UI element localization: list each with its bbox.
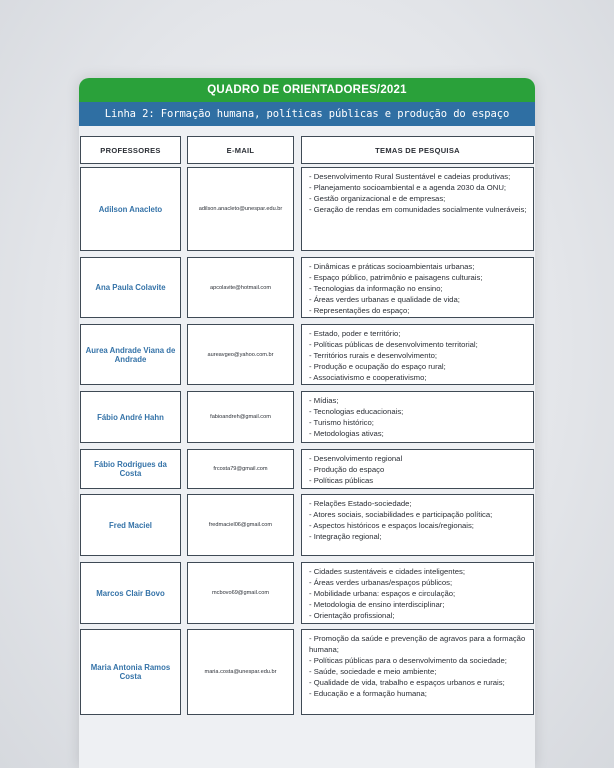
- topic-item: - Áreas verdes urbanas e qualidade de vida;: [309, 295, 460, 305]
- professor-email: fredmaciel06@gmail.com: [187, 494, 294, 556]
- professor-email: adilson.anacleto@unespar.edu.br: [187, 167, 294, 251]
- topic-item: - Integração regional;: [309, 532, 382, 542]
- topic-item: - Geração de rendas em comunidades socialmente vulneráveis;: [309, 205, 527, 215]
- professor-name: Marcos Clair Bovo: [80, 562, 181, 624]
- column-header-email: E-MAIL: [187, 136, 294, 164]
- topic-item: - Mobilidade urbana: espaços e circulação;: [309, 589, 456, 599]
- topics-list: [309, 171, 527, 215]
- topic-item: - Associativismo e cooperativismo;: [309, 373, 427, 383]
- topic-item: - Dinâmicas e práticas socioambientais urbanas;: [309, 262, 475, 271]
- topic-item: - Promoção da saúde e prevenção de agravos para a formação humana;: [309, 634, 526, 655]
- topic-item: - Áreas verdes urbanas/espaços públicos;: [309, 578, 453, 588]
- topic-item: - Desenvolvimento Rural Sustentável e cadeias produtivas;: [309, 172, 511, 181]
- topic-item: - Orientação profissional;: [309, 611, 395, 621]
- topic-item: - Tecnologias educacionais;: [309, 407, 404, 417]
- topic-item: - Qualidade de vida, trabalho e espaços urbanos e rurais;: [309, 678, 505, 688]
- topic-item: - Espaço público, patrimônio e paisagens culturais;: [309, 273, 483, 283]
- topics-list: [309, 566, 527, 621]
- topic-item: - Políticas públicas: [309, 476, 374, 486]
- column-header-professores: PROFESSORES: [80, 136, 181, 164]
- professor-name: Maria Antonia Ramos Costa: [80, 629, 181, 715]
- topic-item: - Tecnologias da informação no ensino;: [309, 284, 443, 294]
- professor-name: Ana Paula Colavite: [80, 257, 181, 318]
- professor-email: apcolavite@hotmail.com: [187, 257, 294, 318]
- professor-email: maria.costa@unespar.edu.br: [187, 629, 294, 715]
- research-topics: [301, 167, 534, 251]
- professor-name: Fábio André Hahn: [80, 391, 181, 443]
- professor-name: Aurea Andrade Viana de Andrade: [80, 324, 181, 385]
- research-topics: [301, 562, 534, 624]
- topic-item: - Produção e ocupação do espaço rural;: [309, 362, 446, 372]
- research-topics: [301, 391, 534, 443]
- topics-list: [309, 261, 527, 316]
- professor-email: fabioandreh@gmail.com: [187, 391, 294, 443]
- topic-item: - Metodologia de ensino interdisciplinar;: [309, 600, 445, 610]
- research-topics: [301, 494, 534, 556]
- topic-item: - Produção do espaço: [309, 465, 385, 475]
- topics-list: [309, 453, 527, 486]
- topics-list: [309, 395, 527, 439]
- topics-list: [309, 328, 527, 383]
- topic-item: - Relações Estado-sociedade;: [309, 499, 412, 508]
- professor-name: Fábio Rodrigues da Costa: [80, 449, 181, 489]
- topic-item: - Territórios rurais e desenvolvimento;: [309, 351, 438, 361]
- topics-list: [309, 498, 527, 542]
- column-header-temas: TEMAS DE PESQUISA: [301, 136, 534, 164]
- professor-name: Adilson Anacleto: [80, 167, 181, 251]
- topic-item: - Planejamento socioambiental e a agenda 2030 da ONU;: [309, 183, 507, 193]
- topic-item: - Mídias;: [309, 396, 339, 405]
- topic-item: - Gestão organizacional e de empresas;: [309, 194, 446, 204]
- topic-item: - Aspectos históricos e espaços locais/regionais;: [309, 521, 474, 531]
- research-topics: [301, 449, 534, 489]
- professor-email: aureavgeo@yahoo.com.br: [187, 324, 294, 385]
- professor-email: frcosta79@gmail.com: [187, 449, 294, 489]
- research-topics: [301, 257, 534, 318]
- topic-item: - Políticas públicas de desenvolvimento territorial;: [309, 340, 478, 350]
- research-topics: [301, 629, 534, 715]
- page-title: QUADRO DE ORIENTADORES/2021: [79, 78, 535, 102]
- topic-item: - Cidades sustentáveis e cidades inteligentes;: [309, 567, 465, 576]
- topic-item: - Educação e a formação humana;: [309, 689, 427, 699]
- topic-item: - Atores sociais, sociabilidades e participação política;: [309, 510, 493, 520]
- topic-item: - Metodologias ativas;: [309, 429, 384, 439]
- topic-item: - Políticas públicas para o desenvolvimento da sociedade;: [309, 656, 507, 666]
- topic-item: - Turismo histórico;: [309, 418, 374, 428]
- professor-email: mcbovo69@gmail.com: [187, 562, 294, 624]
- topics-list: [309, 633, 527, 700]
- orientadores-sheet: [79, 78, 535, 768]
- topic-item: - Representações do espaço;: [309, 306, 410, 316]
- research-topics: [301, 324, 534, 385]
- topic-item: - Saúde, sociedade e meio ambiente;: [309, 667, 437, 677]
- page-subtitle: Linha 2: Formação humana, políticas públicas e produção do espaço: [79, 102, 535, 126]
- topic-item: - Estado, poder e território;: [309, 329, 401, 338]
- topic-item: - Desenvolvimento regional: [309, 454, 403, 463]
- professor-name: Fred Maciel: [80, 494, 181, 556]
